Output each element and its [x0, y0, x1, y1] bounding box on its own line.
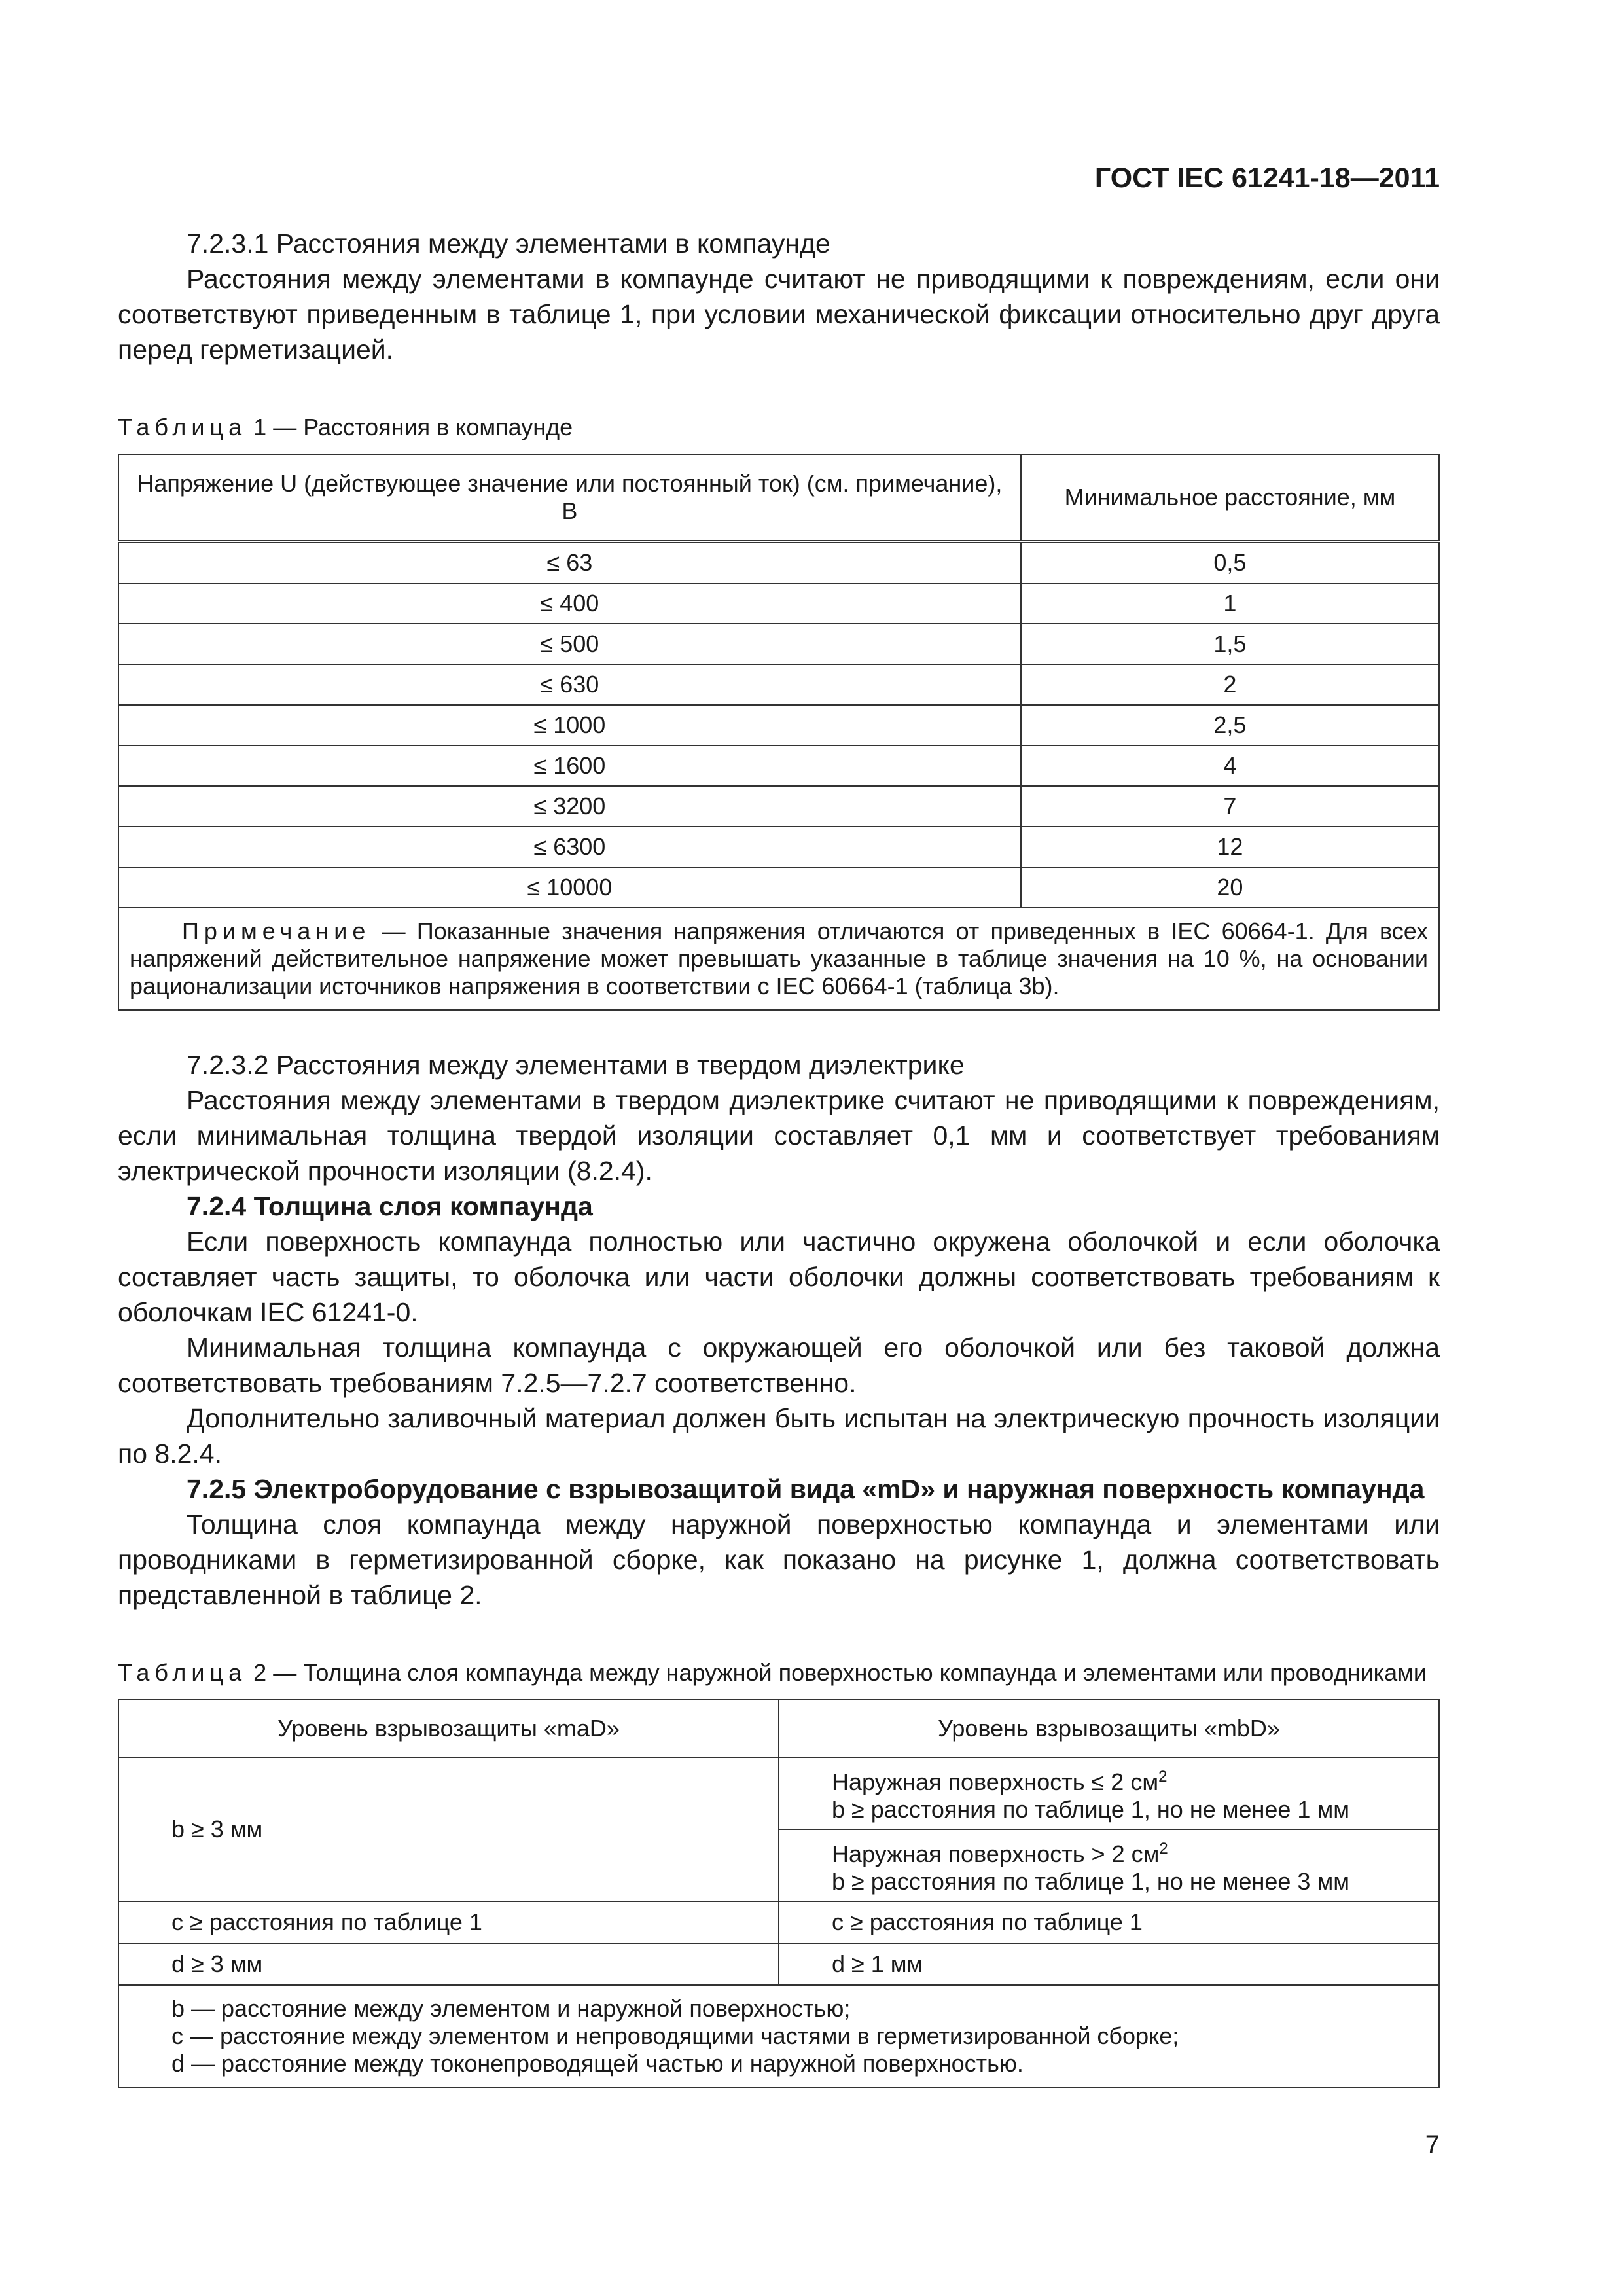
- table-row: [118, 705, 1439, 745]
- table2-b-right-2: [779, 1829, 1439, 1901]
- table2-caption-text: 2 — Толщина слоя компаунда между наружной поверхностью компаунда и элементами или проводниками: [253, 1659, 1427, 1686]
- table2-b-right-1: [779, 1757, 1439, 1829]
- table1-cell: 4: [1021, 745, 1439, 786]
- table1-note-word: Примечание: [182, 918, 371, 944]
- table-row: [118, 583, 1439, 624]
- table1-cell: ≤ 400: [118, 583, 1021, 624]
- table2-b-right-1-line1: Наружная поверхность ≤ 2 см: [832, 1768, 1159, 1795]
- table1-cell: ≤ 630: [118, 664, 1021, 705]
- table1-cell: 12: [1021, 827, 1439, 867]
- table1-cell: 7: [1021, 786, 1439, 827]
- section-724-heading: 7.2.4 Толщина слоя компаунда: [187, 1191, 593, 1221]
- table2-b-right-2-line2: b ≥ расстояния по таблице 1, но не менее 3 мм: [832, 1868, 1349, 1895]
- superscript: 2: [1158, 1768, 1168, 1785]
- document-header: ГОСТ IEC 61241-18—2011: [1094, 162, 1440, 194]
- table1-cell: ≤ 3200: [118, 786, 1021, 827]
- table-row: [118, 542, 1439, 584]
- section-7232-text: Расстояния между элементами в твердом диэлектрике считают не приводящими к повреждениям, если минимальная толщина твердой изоляции составляет 0,1 мм и соответствует требованиям электрической прочности изоляции (8.2.4).: [118, 1085, 1440, 1186]
- table2-b-left: b ≥ 3 мм: [118, 1757, 779, 1901]
- table-row: [118, 624, 1439, 664]
- table2-note-row: [118, 1985, 1439, 2087]
- table2-note-d: d — расстояние между токонепроводящей частью и наружной поверхностью.: [171, 2050, 1024, 2077]
- table2-note: [118, 1985, 1439, 2087]
- section-7231-heading: 7.2.3.1 Расстояния между элементами в компаунде: [187, 228, 830, 259]
- table1-cell: 20: [1021, 867, 1439, 908]
- table1-cell: 0,5: [1021, 542, 1439, 584]
- table2-caption-word: Таблица: [118, 1659, 247, 1686]
- table1-head-distance: Минимальное расстояние, мм: [1021, 454, 1439, 542]
- table-row: [118, 1943, 1439, 1985]
- table1-cell: 1,5: [1021, 624, 1439, 664]
- table-2: [118, 1699, 1440, 2088]
- superscript: 2: [1159, 1840, 1168, 1857]
- table1-caption-text: 1 — Расстояния в компаунде: [253, 414, 573, 440]
- section-7231-text: Расстояния между элементами в компаунде считают не приводящими к повреждениям, если они соответствуют приведенным в таблице 1, при условии механической фиксации относительно друг друга перед герметизацией.: [118, 264, 1440, 365]
- table-row: [118, 745, 1439, 786]
- table2-head-mbd: Уровень взрывозащиты «mbD»: [779, 1700, 1439, 1757]
- section-724-p3: Дополнительно заливочный материал должен быть испытан на электрическую прочность изоляции по 8.2.4.: [118, 1403, 1440, 1469]
- table2-note-c: c — расстояние между элементом и непроводящими частями в герметизированной сборке;: [171, 2022, 1179, 2049]
- table2-d-left: d ≥ 3 мм: [118, 1943, 779, 1985]
- table1-cell: 2,5: [1021, 705, 1439, 745]
- table2-note-b: b — расстояние между элементом и наружной поверхностью;: [171, 1995, 851, 2022]
- section-725-heading: 7.2.5 Электроборудование с взрывозащитой вида «mD» и наружная поверхность компаунда: [187, 1474, 1425, 1504]
- table1-cell: ≤ 500: [118, 624, 1021, 664]
- section-724-p1: Если поверхность компаунда полностью или частично окружена оболочкой и если оболочка составляет часть защиты, то оболочка или части оболочки должны соответствовать требованиям к оболочкам IEC 61241-0.: [118, 1227, 1440, 1327]
- table1-note-text: — Показанные значения напряжения отличаются от приведенных в IEC 60664-1. Для всех напряжений действительное напряжение может превышать указанные в таблице значения на 10 %, на основании рационализации источников напряжения в соответствии с IEC 60664-1 (таблица 3b).: [130, 918, 1428, 999]
- table-row: [118, 786, 1439, 827]
- section-7232-heading: 7.2.3.2 Расстояния между элементами в твердом диэлектрике: [187, 1050, 965, 1080]
- table1-caption-word: Таблица: [118, 414, 247, 440]
- page-number: 7: [1425, 2130, 1440, 2159]
- table2-d-right: d ≥ 1 мм: [779, 1943, 1439, 1985]
- table1-cell: ≤ 63: [118, 542, 1021, 584]
- table1-note-row: [118, 908, 1439, 1010]
- table2-header-row: [118, 1700, 1439, 1757]
- section-725-text: Толщина слоя компаунда между наружной поверхностью компаунда и элементами или проводниками в герметизированной сборке, как показано на рисунке 1, должна соответствовать представленной в таблице 2.: [118, 1509, 1440, 1610]
- table2-caption: [118, 1659, 1440, 1687]
- table1-cell: ≤ 1000: [118, 705, 1021, 745]
- table-row: [118, 867, 1439, 908]
- table1-header-row: [118, 454, 1439, 542]
- table-1: [118, 454, 1440, 1011]
- table2-head-mad: Уровень взрывозащиты «maD»: [118, 1700, 779, 1757]
- table2-c-right: c ≥ расстояния по таблице 1: [779, 1901, 1439, 1943]
- table1-cell: ≤ 10000: [118, 867, 1021, 908]
- table1-note: [118, 908, 1439, 1010]
- table1-cell: 2: [1021, 664, 1439, 705]
- table-row: [118, 827, 1439, 867]
- table-row: [118, 664, 1439, 705]
- table2-b-right-1-line2: b ≥ расстояния по таблице 1, но не менее 1 мм: [832, 1796, 1349, 1823]
- table1-cell: ≤ 6300: [118, 827, 1021, 867]
- section-724-p2: Минимальная толщина компаунда с окружающей его оболочкой или без таковой должна соответствовать требованиям 7.2.5—7.2.7 соответственно.: [118, 1333, 1440, 1398]
- table1-caption: [118, 413, 1440, 442]
- table-row: [118, 1757, 1439, 1829]
- table1-cell: 1: [1021, 583, 1439, 624]
- table2-b-right-2-line1: Наружная поверхность > 2 см: [832, 1840, 1160, 1867]
- table2-c-left: c ≥ расстояния по таблице 1: [118, 1901, 779, 1943]
- table1-cell: ≤ 1600: [118, 745, 1021, 786]
- table1-head-voltage: Напряжение U (действующее значение или постоянный ток) (см. примечание), В: [118, 454, 1021, 542]
- page-body: [118, 226, 1440, 2088]
- table-row: [118, 1901, 1439, 1943]
